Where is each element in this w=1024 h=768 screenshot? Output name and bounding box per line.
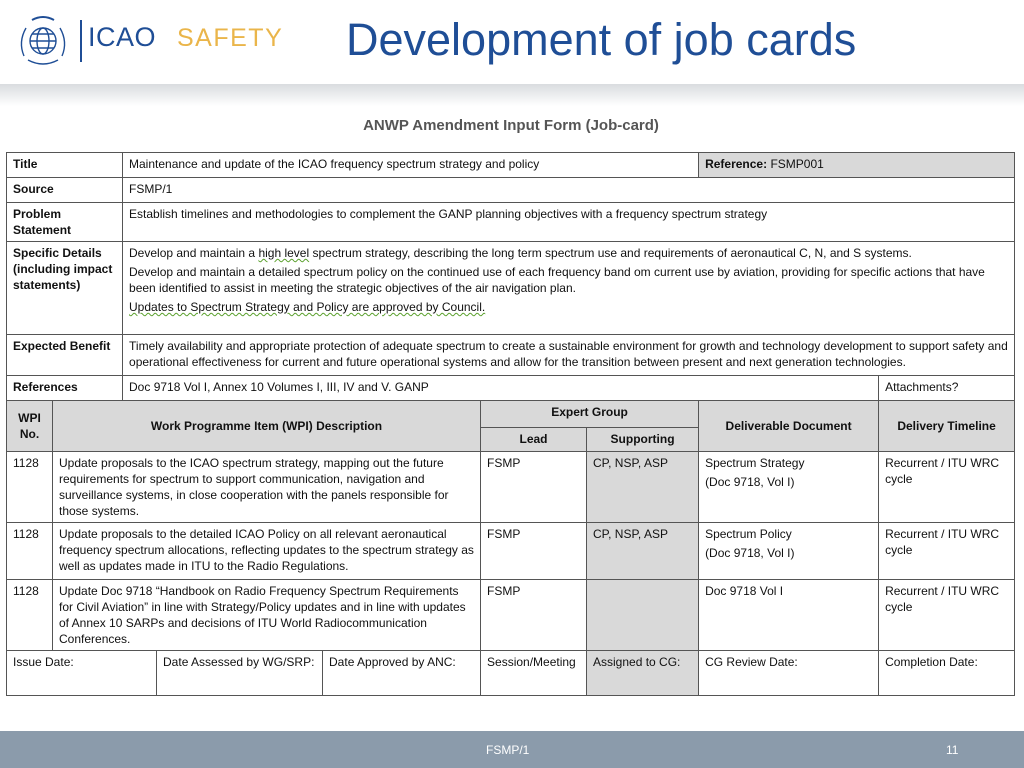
references-value: Doc 9718 Vol I, Annex 10 Volumes I, III, IV and V. GANP xyxy=(123,376,879,401)
table-row xyxy=(7,523,1015,580)
date-approved-field: Date Approved by ANC: xyxy=(323,651,481,696)
timeline-header: Delivery Timeline xyxy=(879,401,1015,452)
form-title: ANWP Amendment Input Form (Job-card) xyxy=(363,117,659,134)
wpi-no: 1128 xyxy=(7,523,53,580)
cg-review-date-field: CG Review Date: xyxy=(699,651,879,696)
title-label: Title xyxy=(7,153,123,178)
lead-header: Lead xyxy=(481,428,587,452)
issue-date-field: Issue Date: xyxy=(7,651,157,696)
icao-logo-text: ICAO xyxy=(88,22,157,52)
wpi-no: 1128 xyxy=(7,580,53,651)
safety-label: SAFETY xyxy=(177,24,284,52)
details-row xyxy=(7,242,1015,335)
benefit-value: Timely availability and appropriate protection of adequate spectrum to create a sustainable environment for growth and technology development to support safety and operational effectiveness for current and future operational systems and allow for the transition between present and next generation technologies. xyxy=(123,335,1015,376)
problem-row xyxy=(7,203,1015,242)
footer-label: FSMP/1 xyxy=(486,743,530,757)
details-label: Specific Details (including impact statements) xyxy=(7,242,123,335)
references-label: References xyxy=(7,376,123,401)
slide-header xyxy=(0,0,1024,84)
header-shadow xyxy=(0,84,1024,106)
source-row xyxy=(7,178,1015,203)
reference-cell xyxy=(699,153,1015,178)
details-paragraph-3: Updates to Spectrum Strategy and Policy are approved by Council. xyxy=(129,300,486,314)
supporting-cell: CP, NSP, ASP xyxy=(587,523,699,580)
assigned-cg-field: Assigned to CG: xyxy=(587,651,699,696)
wpi-description: Update proposals to the ICAO spectrum strategy, mapping out the future requirements for spectrum to support communication, navigation and surveillance systems, in close cooperation with the panels responsible for those systems. xyxy=(53,452,481,523)
reference-label: Reference: xyxy=(705,157,768,171)
attachments-cell: Attachments? xyxy=(879,376,1015,401)
job-card-form xyxy=(6,152,1015,696)
deliverable-cell: Spectrum Strategy (Doc 9718, Vol I) xyxy=(699,452,879,523)
deliverable-cell: Spectrum Policy (Doc 9718, Vol I) xyxy=(699,523,879,580)
details-value xyxy=(123,242,1015,335)
references-row xyxy=(7,376,1015,401)
details-paragraph-2: Develop and maintain a detailed spectrum policy on the continued use of each frequency band om current use by aviation, providing for specific actions that have been identified to assist in meeting the strategic objectives of the air navigation plan. xyxy=(129,265,985,295)
source-label: Source xyxy=(7,178,123,203)
lead-cell: FSMP xyxy=(481,452,587,523)
session-meeting-field: Session/Meeting xyxy=(481,651,587,696)
page-number: 11 xyxy=(946,743,959,757)
wpi-description: Update Doc 9718 “Handbook on Radio Frequency Spectrum Requirements for Civil Aviation” in line with Strategy/Policy updates and in line with updates of Annex 10 SARPs and decisions of ITU World Radiocommunication Conferences. xyxy=(53,580,481,651)
lead-cell: FSMP xyxy=(481,523,587,580)
lead-cell: FSMP xyxy=(481,580,587,651)
slide-footer xyxy=(0,731,1024,768)
bottom-row xyxy=(7,651,1015,696)
supporting-cell xyxy=(587,580,699,651)
logo-separator xyxy=(80,20,82,62)
completion-date-field: Completion Date: xyxy=(879,651,1015,696)
reference-value: FSMP001 xyxy=(770,157,824,171)
problem-value: Establish timelines and methodologies to complement the GANP planning objectives with a frequency spectrum strategy xyxy=(123,203,1015,242)
date-assessed-field: Date Assessed by WG/SRP: xyxy=(157,651,323,696)
problem-label: Problem Statement xyxy=(7,203,123,242)
supporting-header: Supporting xyxy=(587,428,699,452)
deliverable-header: Deliverable Document xyxy=(699,401,879,452)
table-row xyxy=(7,452,1015,523)
wpi-description-header: Work Programme Item (WPI) Description xyxy=(53,401,481,452)
supporting-cell: CP, NSP, ASP xyxy=(587,452,699,523)
benefit-row xyxy=(7,335,1015,376)
icao-emblem-icon xyxy=(14,14,72,68)
title-value: Maintenance and update of the ICAO frequency spectrum strategy and policy xyxy=(123,153,699,178)
source-value: FSMP/1 xyxy=(123,178,1015,203)
wpi-description: Update proposals to the detailed ICAO Policy on all relevant aeronautical frequency spectrum allocations, reflecting updates to the spectrum strategy as well as updates made in ITU to the Radio Regulations. xyxy=(53,523,481,580)
timeline-cell: Recurrent / ITU WRC cycle xyxy=(879,580,1015,651)
slide-title: Development of job cards xyxy=(346,14,857,65)
expert-group-header: Expert Group xyxy=(481,401,699,428)
deliverable-cell: Doc 9718 Vol I xyxy=(699,580,879,651)
wpi-no: 1128 xyxy=(7,452,53,523)
header-row-1 xyxy=(7,401,1015,428)
timeline-cell: Recurrent / ITU WRC cycle xyxy=(879,523,1015,580)
timeline-cell: Recurrent / ITU WRC cycle xyxy=(879,452,1015,523)
wpi-no-header: WPI No. xyxy=(7,401,53,452)
table-row xyxy=(7,580,1015,651)
benefit-label: Expected Benefit xyxy=(7,335,123,376)
details-paragraph-1: Develop and maintain a high level spectrum strategy, describing the long term spectrum use and requirements of aeronautical C, N, and S systems. xyxy=(129,246,912,260)
title-row xyxy=(7,153,1015,178)
